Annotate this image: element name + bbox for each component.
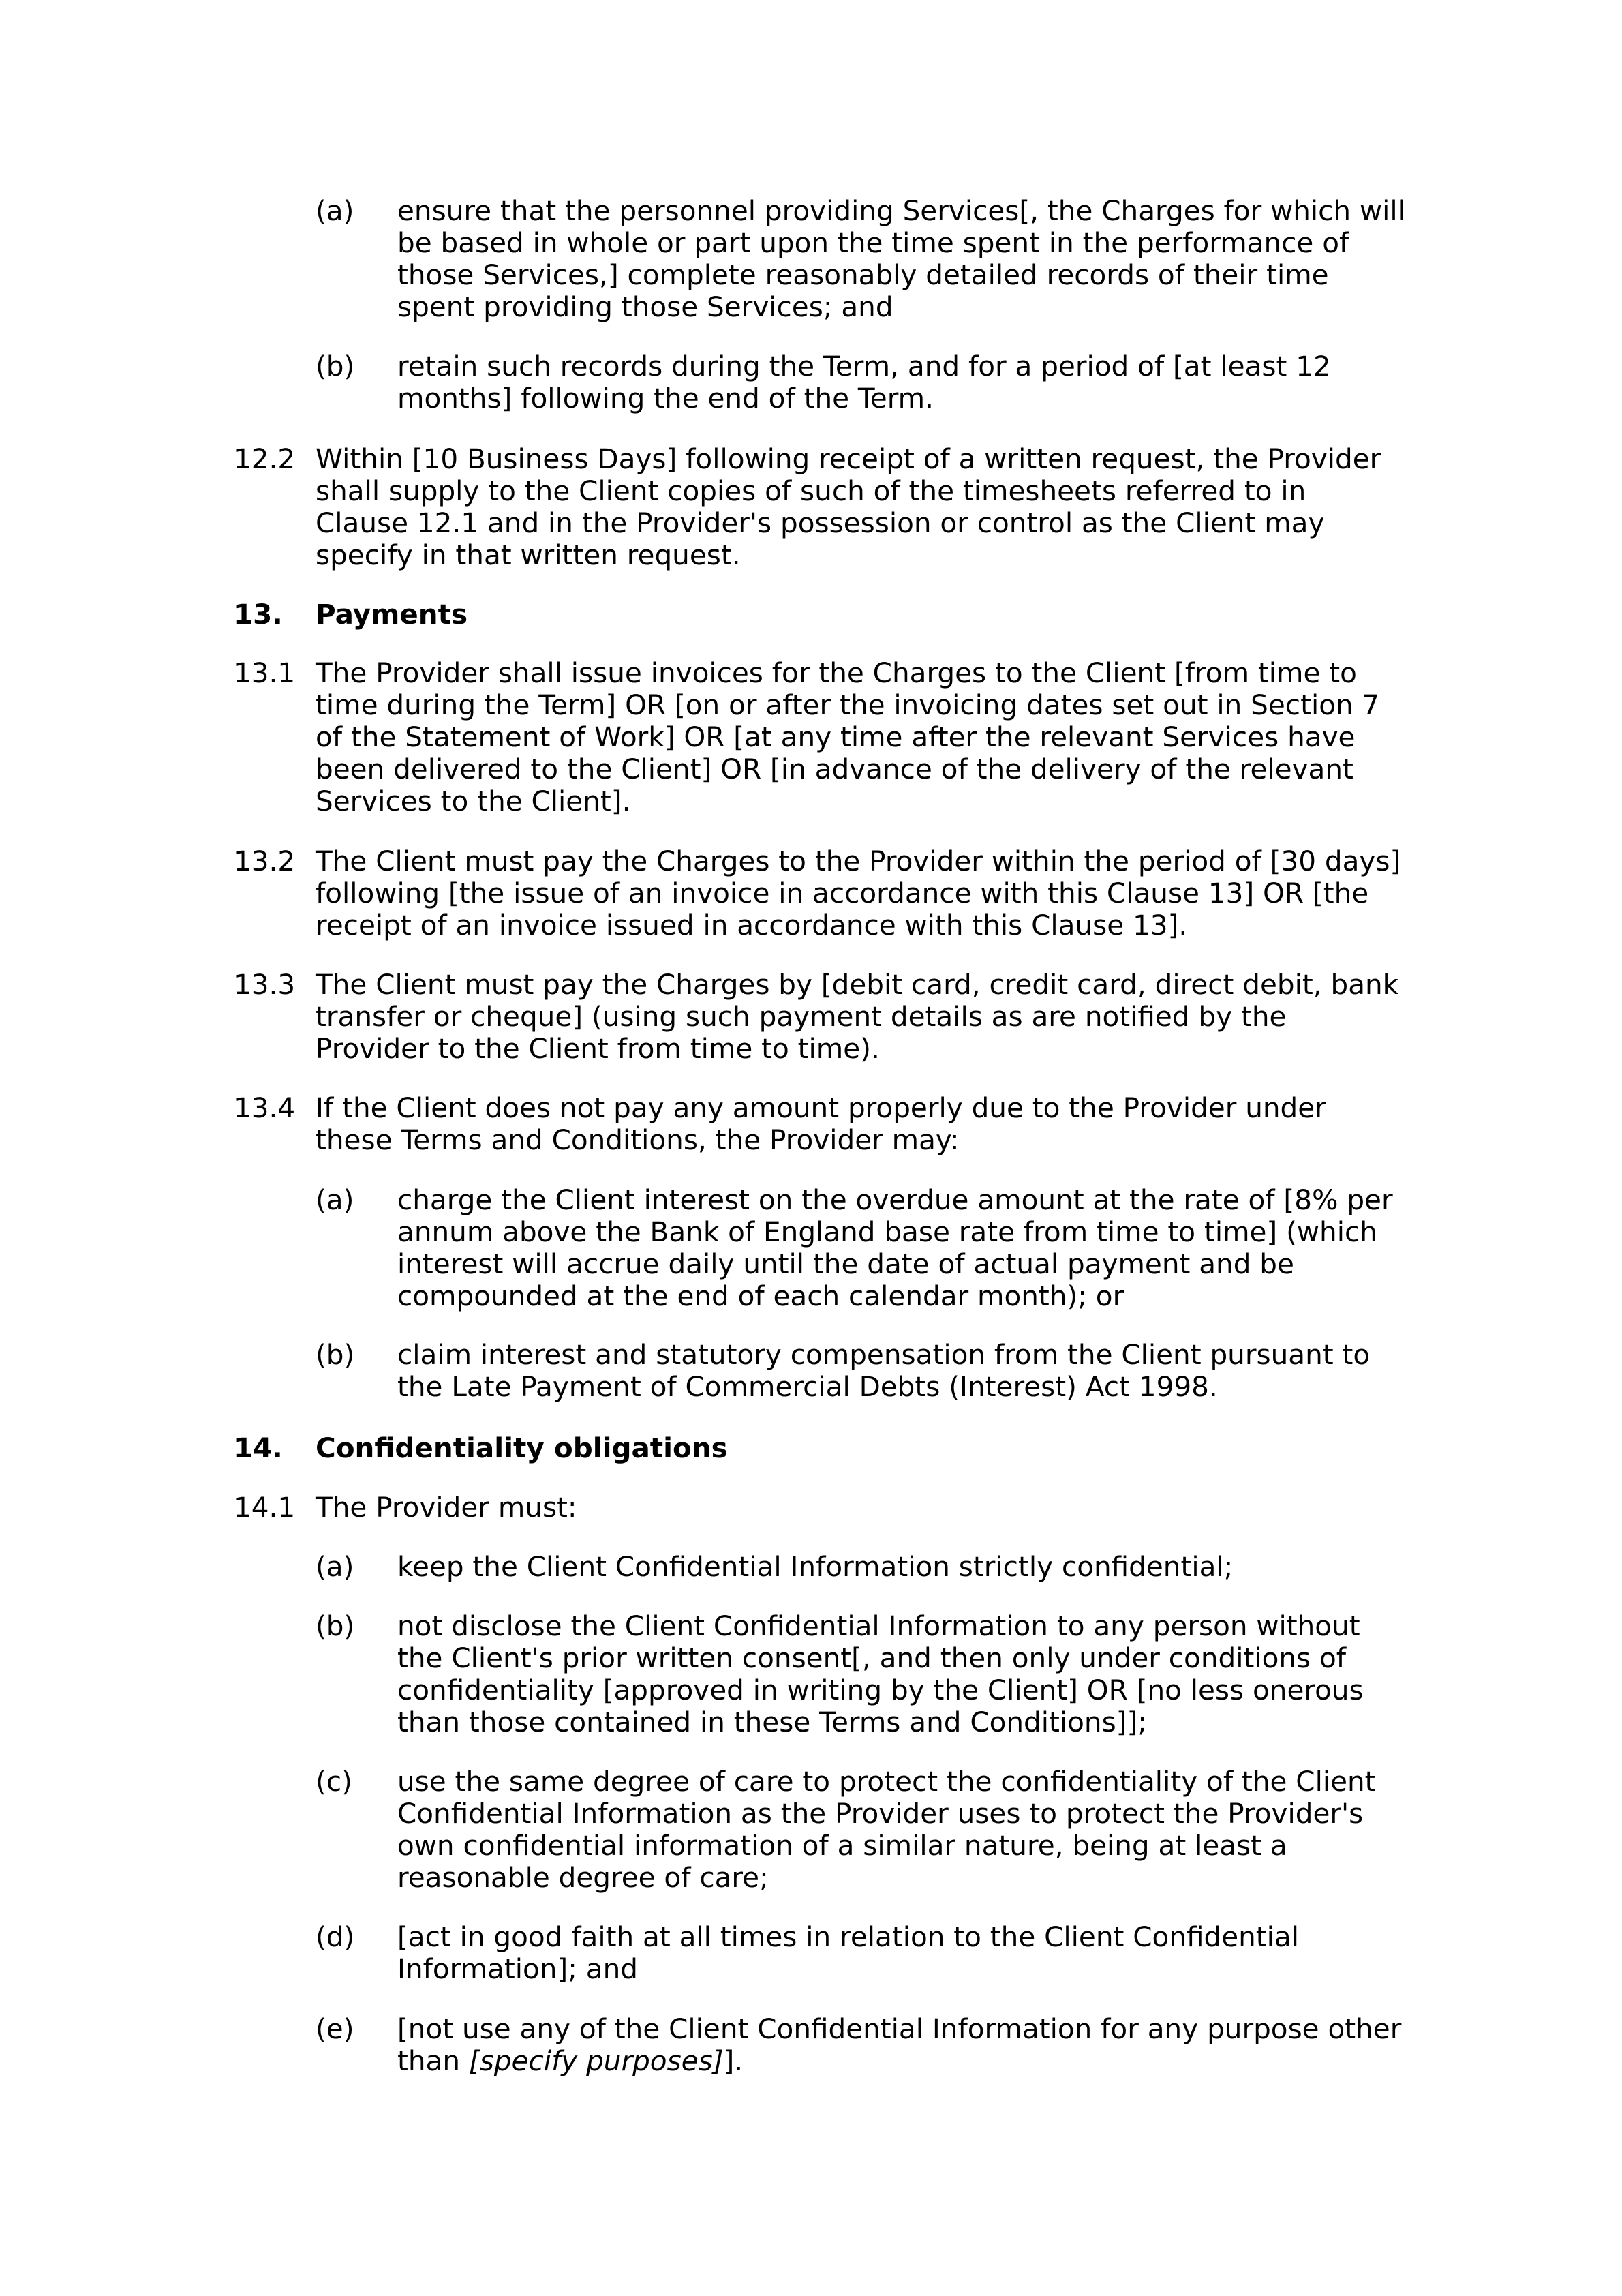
text-line: The Provider shall issue invoices for the Charges to the Client [from time to xyxy=(316,656,1357,689)
clause-number: 12.2 xyxy=(234,442,296,475)
sub-clause-label: (b) xyxy=(316,1610,355,1642)
sub-clause-label: (b) xyxy=(316,1338,355,1371)
placeholder-text: [specify purposes] xyxy=(468,2044,724,2077)
text-line: of the Statement of Work] OR [at any time after the relevant Services have xyxy=(316,721,1356,753)
text-line: spent providing those Services; and xyxy=(397,290,893,323)
sub-clause-text xyxy=(397,1339,1406,1403)
text-line: following [the issue of an invoice in accordance with this Clause 13] OR [the xyxy=(316,877,1369,909)
text-line: Services to the Client]. xyxy=(316,785,631,817)
sub-clause-text xyxy=(397,350,1406,414)
section-number: 14. xyxy=(234,1432,283,1464)
sub-clause-label: (a) xyxy=(316,1550,354,1583)
sub-clause-label: (d) xyxy=(316,1920,355,1953)
sub-clause-label: (b) xyxy=(316,350,355,382)
text-line: ensure that the personnel providing Services[, the Charges for which will xyxy=(397,194,1405,227)
clause-number: 13.1 xyxy=(234,656,296,689)
text-line: months] following the end of the Term. xyxy=(397,382,934,414)
text-line: than those contained in these Terms and Conditions]]; xyxy=(397,1706,1147,1738)
text-line: specify in that written request. xyxy=(316,539,741,571)
text-line: charge the Client interest on the overdue amount at the rate of [8% per xyxy=(397,1183,1393,1216)
sub-clause-text xyxy=(397,1766,1406,1894)
clause-text xyxy=(316,969,1406,1065)
text-line: Provider to the Client from time to time). xyxy=(316,1032,880,1065)
clause-text xyxy=(316,443,1406,571)
text-line: confidentiality [approved in writing by the Client] OR [no less onerous xyxy=(397,1674,1364,1706)
sub-clause-label: (c) xyxy=(316,1765,352,1798)
sub-clause-text xyxy=(397,1610,1406,1738)
text-line: than [specify purposes]]. xyxy=(397,2044,744,2077)
clause-text xyxy=(316,1092,1406,1156)
section-title xyxy=(316,1432,1406,1464)
text-line: own confidential information of a similar nature, being at least a xyxy=(397,1829,1287,1862)
sub-clause-text xyxy=(397,1551,1406,1583)
text-line: Within [10 Business Days] following receipt of a written request, the Provider xyxy=(316,442,1381,475)
text-line: the Late Payment of Commercial Debts (Interest) Act 1998. xyxy=(397,1370,1218,1403)
sub-clause-label: (a) xyxy=(316,194,354,227)
sub-clause-text xyxy=(397,1921,1406,1985)
text-line: interest will accrue daily until the date of actual payment and be xyxy=(397,1248,1294,1280)
sub-clause-text xyxy=(397,195,1406,323)
clause-number: 13.2 xyxy=(234,845,296,877)
text-line: shall supply to the Client copies of such of the timesheets referred to in xyxy=(316,474,1306,507)
clause-text xyxy=(316,845,1406,941)
clause-text xyxy=(316,1492,1406,1524)
text-line: [act in good faith at all times in relation to the Client Confidential xyxy=(397,1920,1299,1953)
text-line: The Provider must: xyxy=(316,1491,577,1524)
text-line: compounded at the end of each calendar month); or xyxy=(397,1280,1124,1312)
text-line: been delivered to the Client] OR [in advance of the delivery of the relevant xyxy=(316,753,1353,785)
text-line: the Client's prior written consent[, and then only under conditions of xyxy=(397,1642,1347,1674)
text-line: reasonable degree of care; xyxy=(397,1861,769,1894)
text-line: The Client must pay the Charges by [debit card, credit card, direct debit, bank xyxy=(316,968,1399,1001)
text-line: not disclose the Client Confidential Information to any person without xyxy=(397,1610,1360,1642)
text-line: The Client must pay the Charges to the Provider within the period of [30 days] xyxy=(316,845,1401,877)
sub-clause-label: (a) xyxy=(316,1183,354,1216)
sub-clause-text xyxy=(397,2013,1406,2077)
clause-number: 14.1 xyxy=(234,1491,296,1524)
text-line: use the same degree of care to protect the confidentiality of the Client xyxy=(397,1765,1376,1798)
text-line: Confidentiality obligations xyxy=(316,1432,728,1464)
text-line: be based in whole or part upon the time spent in the performance of xyxy=(397,226,1349,259)
text-line: keep the Client Confidential Information strictly confidential; xyxy=(397,1550,1234,1583)
text-line: these Terms and Conditions, the Provider may: xyxy=(316,1123,960,1156)
text-line: Clause 12.1 and in the Provider's possession or control as the Client may xyxy=(316,507,1325,539)
text-line: time during the Term] OR [on or after the invoicing dates set out in Section 7 xyxy=(316,689,1380,721)
section-title xyxy=(316,599,1406,631)
text-line: those Services,] complete reasonably detailed records of their time xyxy=(397,258,1329,291)
text-line: retain such records during the Term, and for a period of [at least 12 xyxy=(397,350,1331,382)
text-line: receipt of an invoice issued in accordance with this Clause 13]. xyxy=(316,909,1188,941)
section-number: 13. xyxy=(234,598,283,631)
sub-clause-text xyxy=(397,1184,1406,1312)
sub-clause-label: (e) xyxy=(316,2012,354,2045)
text-line: transfer or cheque] (using such payment details as are notified by the xyxy=(316,1000,1287,1033)
clause-number: 13.3 xyxy=(234,968,296,1001)
text-line: [not use any of the Client Confidential Information for any purpose other xyxy=(397,2012,1402,2045)
text-line: If the Client does not pay any amount properly due to the Provider under xyxy=(316,1091,1326,1124)
clause-number: 13.4 xyxy=(234,1091,296,1124)
text-line: annum above the Bank of England base rate from time to time] (which xyxy=(397,1215,1377,1248)
text-line: Information]; and xyxy=(397,1952,638,1985)
text-line: claim interest and statutory compensation from the Client pursuant to xyxy=(397,1338,1371,1371)
clause-text xyxy=(316,657,1406,817)
text-line: Payments xyxy=(316,598,468,631)
text-line: Confidential Information as the Provider uses to protect the Provider's xyxy=(397,1797,1364,1830)
